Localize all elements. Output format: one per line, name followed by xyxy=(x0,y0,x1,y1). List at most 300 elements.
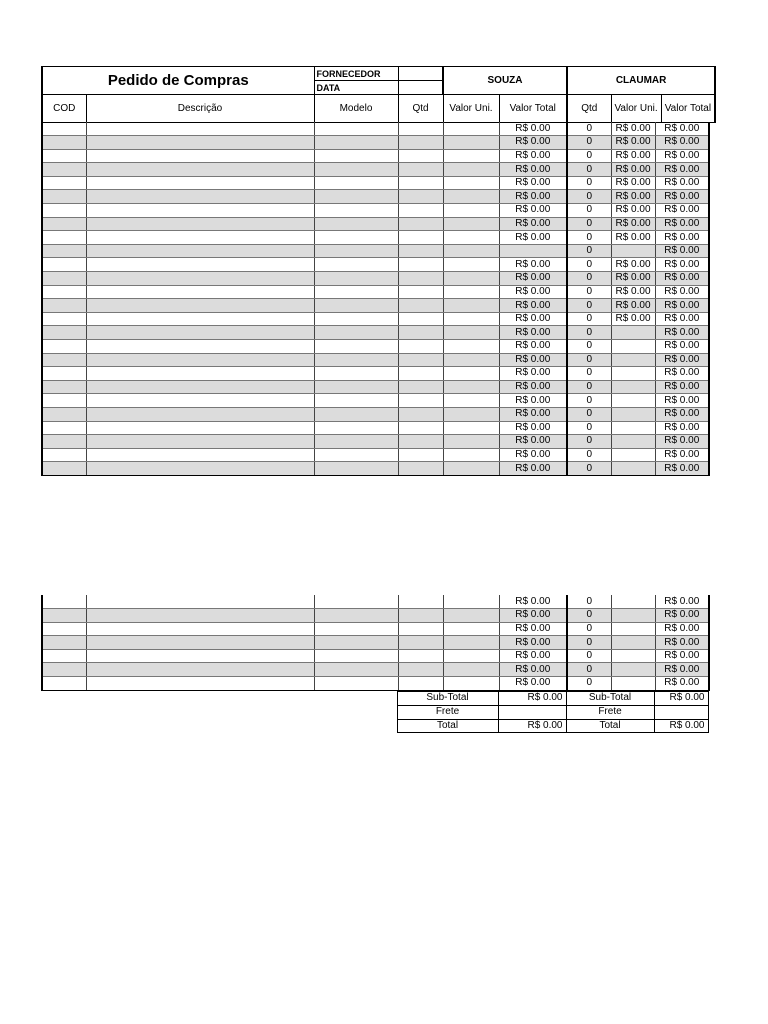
qtd-cell[interactable] xyxy=(398,677,443,691)
qtd-cell[interactable] xyxy=(398,421,443,435)
frete-value-claumar[interactable] xyxy=(654,705,708,719)
table-row xyxy=(42,312,709,326)
valor-total-cell: R$ 0.00 xyxy=(499,176,567,190)
valor-uni-cell[interactable] xyxy=(443,285,499,299)
valor-total-claumar-cell: R$ 0.00 xyxy=(655,244,709,258)
table-row xyxy=(42,176,709,190)
qtd-cell[interactable] xyxy=(398,190,443,204)
valor-uni-cell[interactable] xyxy=(443,312,499,326)
valor-uni-claumar-cell[interactable] xyxy=(611,622,655,636)
modelo-cell[interactable] xyxy=(314,217,398,231)
descricao-cell[interactable] xyxy=(86,394,314,408)
valor-total-claumar-cell: R$ 0.00 xyxy=(655,407,709,421)
table-row xyxy=(42,340,709,354)
modelo-cell[interactable] xyxy=(314,448,398,462)
valor-total-claumar-cell: R$ 0.00 xyxy=(655,312,709,326)
modelo-cell[interactable] xyxy=(314,649,398,663)
valor-uni-claumar-cell[interactable]: R$ 0.00 xyxy=(611,299,655,313)
valor-uni-claumar-cell[interactable]: R$ 0.00 xyxy=(611,149,655,163)
qtd-cell[interactable] xyxy=(398,136,443,150)
cod-cell[interactable] xyxy=(42,326,86,340)
valor-uni-cell[interactable] xyxy=(443,462,499,476)
modelo-cell[interactable] xyxy=(314,636,398,650)
qtd-claumar-cell: 0 xyxy=(567,609,611,623)
valor-uni-claumar-cell[interactable]: R$ 0.00 xyxy=(611,136,655,150)
descricao-cell[interactable] xyxy=(86,326,314,340)
table-row xyxy=(42,149,709,163)
valor-uni-claumar-cell[interactable]: R$ 0.00 xyxy=(611,272,655,286)
valor-uni-cell[interactable] xyxy=(443,622,499,636)
cod-cell[interactable] xyxy=(42,380,86,394)
modelo-cell[interactable] xyxy=(314,190,398,204)
modelo-cell[interactable] xyxy=(314,299,398,313)
qtd-cell[interactable] xyxy=(398,149,443,163)
qtd-claumar-cell: 0 xyxy=(567,149,611,163)
valor-uni-cell[interactable] xyxy=(443,435,499,449)
cod-cell[interactable] xyxy=(42,353,86,367)
modelo-cell[interactable] xyxy=(314,204,398,218)
table-row xyxy=(42,285,709,299)
descricao-cell[interactable] xyxy=(86,258,314,272)
qtd-cell[interactable] xyxy=(398,244,443,258)
cod-cell[interactable] xyxy=(42,677,86,691)
cod-cell[interactable] xyxy=(42,394,86,408)
valor-uni-cell[interactable] xyxy=(443,176,499,190)
cod-cell[interactable] xyxy=(42,204,86,218)
valor-total-claumar-cell: R$ 0.00 xyxy=(655,217,709,231)
valor-total-cell: R$ 0.00 xyxy=(499,204,567,218)
valor-total-cell: R$ 0.00 xyxy=(499,462,567,476)
valor-uni-claumar-cell[interactable] xyxy=(611,340,655,354)
valor-uni-claumar-cell[interactable] xyxy=(611,448,655,462)
table-row xyxy=(42,663,709,677)
qtd-cell[interactable] xyxy=(398,258,443,272)
valor-uni-cell[interactable] xyxy=(443,136,499,150)
modelo-cell[interactable] xyxy=(314,677,398,691)
qtd-cell[interactable] xyxy=(398,285,443,299)
qtd-cell[interactable] xyxy=(398,176,443,190)
qtd-claumar-cell: 0 xyxy=(567,136,611,150)
descricao-cell[interactable] xyxy=(86,421,314,435)
modelo-cell[interactable] xyxy=(314,394,398,408)
qtd-cell[interactable] xyxy=(398,272,443,286)
valor-uni-cell[interactable] xyxy=(443,380,499,394)
valor-uni-cell[interactable] xyxy=(443,353,499,367)
valor-uni-cell[interactable] xyxy=(443,340,499,354)
table-row xyxy=(42,677,709,691)
qtd-cell[interactable] xyxy=(398,204,443,218)
subtotal-value-claumar: R$ 0.00 xyxy=(654,692,708,706)
valor-uni-claumar-cell[interactable] xyxy=(611,595,655,609)
subtotal-label-souza: Sub-Total xyxy=(397,692,498,706)
qtd-cell[interactable] xyxy=(398,380,443,394)
total-value-souza: R$ 0.00 xyxy=(498,719,566,733)
descricao-cell[interactable] xyxy=(86,595,314,609)
valor-uni-claumar-cell[interactable] xyxy=(611,649,655,663)
valor-total-claumar-cell: R$ 0.00 xyxy=(655,326,709,340)
valor-uni-claumar-cell[interactable] xyxy=(611,326,655,340)
valor-uni-claumar-cell[interactable] xyxy=(611,394,655,408)
modelo-cell[interactable] xyxy=(314,421,398,435)
valor-uni-cell[interactable] xyxy=(443,407,499,421)
cod-cell[interactable] xyxy=(42,285,86,299)
cod-cell[interactable] xyxy=(42,462,86,476)
valor-uni-cell[interactable] xyxy=(443,394,499,408)
table-row xyxy=(42,353,709,367)
qtd-claumar-cell: 0 xyxy=(567,448,611,462)
qtd-cell[interactable] xyxy=(398,163,443,177)
valor-total-cell: R$ 0.00 xyxy=(499,407,567,421)
valor-total-claumar-cell: R$ 0.00 xyxy=(655,421,709,435)
descricao-cell[interactable] xyxy=(86,380,314,394)
valor-uni-claumar-cell[interactable] xyxy=(611,353,655,367)
descricao-cell[interactable] xyxy=(86,609,314,623)
qtd-cell[interactable] xyxy=(398,407,443,421)
descricao-cell[interactable] xyxy=(86,272,314,286)
valor-total-claumar-cell: R$ 0.00 xyxy=(655,663,709,677)
modelo-cell[interactable] xyxy=(314,244,398,258)
qtd-claumar-cell: 0 xyxy=(567,272,611,286)
valor-uni-claumar-cell[interactable] xyxy=(611,462,655,476)
cod-cell[interactable] xyxy=(42,609,86,623)
valor-total-claumar-cell: R$ 0.00 xyxy=(655,204,709,218)
qtd-cell[interactable] xyxy=(398,217,443,231)
qtd-cell[interactable] xyxy=(398,663,443,677)
qtd-cell[interactable] xyxy=(398,326,443,340)
fornecedor-value[interactable] xyxy=(398,67,443,81)
qtd-cell[interactable] xyxy=(398,622,443,636)
modelo-cell[interactable] xyxy=(314,340,398,354)
valor-uni-cell[interactable] xyxy=(443,231,499,245)
valor-total-cell: R$ 0.00 xyxy=(499,421,567,435)
modelo-cell[interactable] xyxy=(314,163,398,177)
valor-total-claumar-cell: R$ 0.00 xyxy=(655,394,709,408)
valor-uni-cell[interactable] xyxy=(443,421,499,435)
valor-uni-claumar-cell[interactable] xyxy=(611,421,655,435)
descricao-cell[interactable] xyxy=(86,649,314,663)
descricao-cell[interactable] xyxy=(86,231,314,245)
valor-uni-cell[interactable] xyxy=(443,204,499,218)
valor-uni-cell[interactable] xyxy=(443,448,499,462)
valor-uni-claumar-cell[interactable] xyxy=(611,244,655,258)
col-header-cod: COD xyxy=(42,95,86,123)
qtd-cell[interactable] xyxy=(398,367,443,381)
descricao-cell[interactable] xyxy=(86,677,314,691)
modelo-cell[interactable] xyxy=(314,231,398,245)
descricao-cell[interactable] xyxy=(86,340,314,354)
valor-total-claumar-cell: R$ 0.00 xyxy=(655,462,709,476)
descricao-cell[interactable] xyxy=(86,176,314,190)
modelo-cell[interactable] xyxy=(314,285,398,299)
modelo-cell[interactable] xyxy=(314,595,398,609)
cod-cell[interactable] xyxy=(42,163,86,177)
descricao-cell[interactable] xyxy=(86,190,314,204)
data-value[interactable] xyxy=(398,81,443,95)
descricao-cell[interactable] xyxy=(86,163,314,177)
valor-uni-claumar-cell[interactable]: R$ 0.00 xyxy=(611,258,655,272)
modelo-cell[interactable] xyxy=(314,353,398,367)
table-row xyxy=(42,367,709,381)
qtd-cell[interactable] xyxy=(398,299,443,313)
valor-uni-cell[interactable] xyxy=(443,299,499,313)
descricao-cell[interactable] xyxy=(86,663,314,677)
descricao-cell[interactable] xyxy=(86,407,314,421)
qtd-claumar-cell: 0 xyxy=(567,649,611,663)
valor-uni-cell[interactable] xyxy=(443,244,499,258)
table-row xyxy=(42,636,709,650)
qtd-cell[interactable] xyxy=(398,435,443,449)
qtd-claumar-cell: 0 xyxy=(567,122,611,136)
valor-total-claumar-cell: R$ 0.00 xyxy=(655,190,709,204)
col-header-modelo: Modelo xyxy=(314,95,398,123)
qtd-cell[interactable] xyxy=(398,231,443,245)
valor-total-cell: R$ 0.00 xyxy=(499,190,567,204)
valor-uni-claumar-cell[interactable] xyxy=(611,636,655,650)
valor-total-cell: R$ 0.00 xyxy=(499,149,567,163)
descricao-cell[interactable] xyxy=(86,435,314,449)
descricao-cell[interactable] xyxy=(86,462,314,476)
qtd-cell[interactable] xyxy=(398,353,443,367)
table-row xyxy=(42,448,709,462)
cod-cell[interactable] xyxy=(42,622,86,636)
modelo-cell[interactable] xyxy=(314,622,398,636)
valor-total-claumar-cell: R$ 0.00 xyxy=(655,136,709,150)
modelo-cell[interactable] xyxy=(314,176,398,190)
cod-cell[interactable] xyxy=(42,190,86,204)
valor-uni-cell[interactable] xyxy=(443,663,499,677)
valor-uni-cell[interactable] xyxy=(443,649,499,663)
cod-cell[interactable] xyxy=(42,231,86,245)
modelo-cell[interactable] xyxy=(314,609,398,623)
modelo-cell[interactable] xyxy=(314,367,398,381)
valor-uni-claumar-cell[interactable]: R$ 0.00 xyxy=(611,176,655,190)
cod-cell[interactable] xyxy=(42,636,86,650)
qtd-cell[interactable] xyxy=(398,595,443,609)
valor-uni-cell[interactable] xyxy=(443,163,499,177)
valor-total-claumar-cell: R$ 0.00 xyxy=(655,231,709,245)
qtd-claumar-cell: 0 xyxy=(567,244,611,258)
qtd-claumar-cell: 0 xyxy=(567,217,611,231)
descricao-cell[interactable] xyxy=(86,122,314,136)
cod-cell[interactable] xyxy=(42,258,86,272)
qtd-cell[interactable] xyxy=(398,340,443,354)
valor-uni-claumar-cell[interactable]: R$ 0.00 xyxy=(611,163,655,177)
valor-uni-cell[interactable] xyxy=(443,595,499,609)
modelo-cell[interactable] xyxy=(314,462,398,476)
cod-cell[interactable] xyxy=(42,340,86,354)
table-row xyxy=(42,609,709,623)
valor-uni-cell[interactable] xyxy=(443,609,499,623)
valor-uni-claumar-cell[interactable] xyxy=(611,367,655,381)
col-header-qtd-claumar: Qtd xyxy=(567,95,611,123)
table-row xyxy=(42,299,709,313)
valor-uni-claumar-cell[interactable] xyxy=(611,380,655,394)
valor-total-claumar-cell: R$ 0.00 xyxy=(655,622,709,636)
cod-cell[interactable] xyxy=(42,663,86,677)
qtd-claumar-cell: 0 xyxy=(567,421,611,435)
valor-uni-cell[interactable] xyxy=(443,636,499,650)
valor-total-cell: R$ 0.00 xyxy=(499,636,567,650)
valor-total-claumar-cell: R$ 0.00 xyxy=(655,448,709,462)
qtd-claumar-cell: 0 xyxy=(567,258,611,272)
modelo-cell[interactable] xyxy=(314,136,398,150)
descricao-cell[interactable] xyxy=(86,312,314,326)
valor-uni-claumar-cell[interactable] xyxy=(611,677,655,691)
valor-uni-claumar-cell[interactable]: R$ 0.00 xyxy=(611,312,655,326)
descricao-cell[interactable] xyxy=(86,622,314,636)
valor-uni-cell[interactable] xyxy=(443,217,499,231)
qtd-claumar-cell: 0 xyxy=(567,367,611,381)
valor-total-cell xyxy=(499,244,567,258)
valor-total-cell: R$ 0.00 xyxy=(499,285,567,299)
table-row xyxy=(42,244,709,258)
descricao-cell[interactable] xyxy=(86,204,314,218)
valor-total-cell: R$ 0.00 xyxy=(499,609,567,623)
cod-cell[interactable] xyxy=(42,136,86,150)
descricao-cell[interactable] xyxy=(86,217,314,231)
page-title: Pedido de Compras xyxy=(42,67,314,95)
qtd-cell[interactable] xyxy=(398,312,443,326)
fornecedor-label: FORNECEDOR xyxy=(314,67,398,81)
modelo-cell[interactable] xyxy=(314,312,398,326)
frete-value-souza[interactable] xyxy=(498,705,566,719)
descricao-cell[interactable] xyxy=(86,285,314,299)
valor-uni-claumar-cell[interactable]: R$ 0.00 xyxy=(611,190,655,204)
table-row xyxy=(42,190,709,204)
cod-cell[interactable] xyxy=(42,367,86,381)
modelo-cell[interactable] xyxy=(314,149,398,163)
total-label-souza: Total xyxy=(397,719,498,733)
qtd-claumar-cell: 0 xyxy=(567,340,611,354)
valor-uni-cell[interactable] xyxy=(443,122,499,136)
table-row xyxy=(42,622,709,636)
table-row xyxy=(42,136,709,150)
valor-uni-cell[interactable] xyxy=(443,149,499,163)
modelo-cell[interactable] xyxy=(314,122,398,136)
descricao-cell[interactable] xyxy=(86,636,314,650)
qtd-claumar-cell: 0 xyxy=(567,204,611,218)
cod-cell[interactable] xyxy=(42,312,86,326)
modelo-cell[interactable] xyxy=(314,272,398,286)
table-row xyxy=(42,421,709,435)
cod-cell[interactable] xyxy=(42,217,86,231)
col-header-qtd: Qtd xyxy=(398,95,443,123)
cod-cell[interactable] xyxy=(42,122,86,136)
descricao-cell[interactable] xyxy=(86,244,314,258)
cod-cell[interactable] xyxy=(42,272,86,286)
valor-uni-cell[interactable] xyxy=(443,677,499,691)
table-row xyxy=(42,258,709,272)
cod-cell[interactable] xyxy=(42,244,86,258)
table-row xyxy=(42,407,709,421)
valor-total-cell: R$ 0.00 xyxy=(499,299,567,313)
table-row xyxy=(42,435,709,449)
qtd-cell[interactable] xyxy=(398,448,443,462)
valor-uni-claumar-cell[interactable] xyxy=(611,609,655,623)
valor-uni-claumar-cell[interactable]: R$ 0.00 xyxy=(611,285,655,299)
descricao-cell[interactable] xyxy=(86,448,314,462)
cod-cell[interactable] xyxy=(42,149,86,163)
cod-cell[interactable] xyxy=(42,435,86,449)
valor-total-claumar-cell: R$ 0.00 xyxy=(655,380,709,394)
valor-total-cell: R$ 0.00 xyxy=(499,435,567,449)
cod-cell[interactable] xyxy=(42,407,86,421)
qtd-claumar-cell: 0 xyxy=(567,353,611,367)
modelo-cell[interactable] xyxy=(314,435,398,449)
qtd-claumar-cell: 0 xyxy=(567,312,611,326)
qtd-cell[interactable] xyxy=(398,609,443,623)
modelo-cell[interactable] xyxy=(314,326,398,340)
valor-uni-claumar-cell[interactable]: R$ 0.00 xyxy=(611,231,655,245)
qtd-claumar-cell: 0 xyxy=(567,163,611,177)
descricao-cell[interactable] xyxy=(86,367,314,381)
cod-cell[interactable] xyxy=(42,421,86,435)
qtd-cell[interactable] xyxy=(398,636,443,650)
valor-uni-claumar-cell[interactable]: R$ 0.00 xyxy=(611,217,655,231)
data-label: DATA xyxy=(314,81,398,95)
valor-total-claumar-cell: R$ 0.00 xyxy=(655,340,709,354)
valor-uni-cell[interactable] xyxy=(443,258,499,272)
valor-uni-claumar-cell[interactable] xyxy=(611,435,655,449)
qtd-claumar-cell: 0 xyxy=(567,663,611,677)
valor-uni-claumar-cell[interactable] xyxy=(611,663,655,677)
valor-uni-claumar-cell[interactable] xyxy=(611,407,655,421)
qtd-claumar-cell: 0 xyxy=(567,190,611,204)
col-header-descricao: Descrição xyxy=(86,95,314,123)
valor-total-cell: R$ 0.00 xyxy=(499,367,567,381)
valor-total-cell: R$ 0.00 xyxy=(499,622,567,636)
col-header-valor-uni: Valor Uni. xyxy=(443,95,499,123)
valor-total-claumar-cell: R$ 0.00 xyxy=(655,367,709,381)
modelo-cell[interactable] xyxy=(314,258,398,272)
header-table xyxy=(41,66,716,123)
qtd-cell[interactable] xyxy=(398,649,443,663)
table-row xyxy=(42,462,709,476)
valor-total-cell: R$ 0.00 xyxy=(499,217,567,231)
valor-uni-cell[interactable] xyxy=(443,326,499,340)
qtd-claumar-cell: 0 xyxy=(567,407,611,421)
descricao-cell[interactable] xyxy=(86,353,314,367)
valor-uni-claumar-cell[interactable]: R$ 0.00 xyxy=(611,204,655,218)
valor-total-cell: R$ 0.00 xyxy=(499,677,567,691)
total-label-claumar: Total xyxy=(566,719,654,733)
valor-uni-cell[interactable] xyxy=(443,190,499,204)
valor-uni-claumar-cell[interactable]: R$ 0.00 xyxy=(611,122,655,136)
modelo-cell[interactable] xyxy=(314,407,398,421)
descricao-cell[interactable] xyxy=(86,149,314,163)
qtd-cell[interactable] xyxy=(398,122,443,136)
descricao-cell[interactable] xyxy=(86,136,314,150)
cod-cell[interactable] xyxy=(42,299,86,313)
qtd-cell[interactable] xyxy=(398,394,443,408)
valor-uni-cell[interactable] xyxy=(443,272,499,286)
descricao-cell[interactable] xyxy=(86,299,314,313)
qtd-cell[interactable] xyxy=(398,462,443,476)
qtd-claumar-cell: 0 xyxy=(567,394,611,408)
modelo-cell[interactable] xyxy=(314,663,398,677)
valor-total-claumar-cell: R$ 0.00 xyxy=(655,122,709,136)
items-table-continued xyxy=(41,595,710,691)
cod-cell[interactable] xyxy=(42,595,86,609)
cod-cell[interactable] xyxy=(42,649,86,663)
cod-cell[interactable] xyxy=(42,448,86,462)
valor-uni-cell[interactable] xyxy=(443,367,499,381)
valor-total-claumar-cell: R$ 0.00 xyxy=(655,176,709,190)
cod-cell[interactable] xyxy=(42,176,86,190)
valor-total-cell: R$ 0.00 xyxy=(499,326,567,340)
modelo-cell[interactable] xyxy=(314,380,398,394)
table-row xyxy=(42,272,709,286)
